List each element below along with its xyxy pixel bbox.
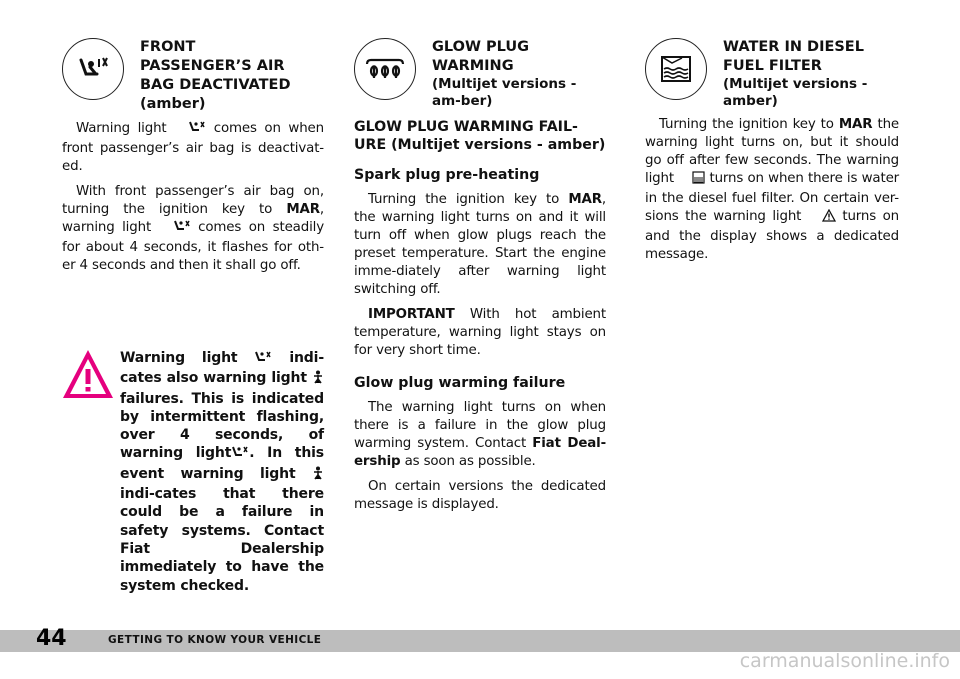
airbag-heading [140,38,324,114]
spark-plug-preheating-heading: Spark plug pre-heating [354,167,540,183]
warning-triangle-icon [808,209,836,228]
heading-line: BAG DEACTIVATED [140,77,291,93]
failure-paragraph: The warning light turns on when there is a failure in the glow plug warming system. Contact Fiat Deal-ership as soon as possible. [354,400,607,469]
water-in-fuel-icon [678,171,705,190]
safety-warning-text: Warning light indi-cates also warning light failures. This is indicated by intermittent flashing, over 4 seconds, of warning light . In this event warning light indi-cates that there could be a failure in safety systems. Contact Fiat Dealership immediately to have the system checked. [120,350,324,594]
airbag-paragraph-1: Warning light comes on when front passenger’s air bag is deactivat-ed. [62,121,324,174]
water-in-fuel-heading [723,38,899,110]
airbag-person-icon [312,466,324,485]
column-glow-plug [354,38,606,514]
passenger-airbag-off-icon [231,445,249,464]
water-in-fuel-paragraph: Turning the ignition key to MAR the warning light turns on, but it should go off after few seconds. The warning light turns on when there is water in the diesel fuel filter. On certain ver-sions the warning light turns on and the display shows a dedicated message. [645,117,900,262]
important-paragraph: IMPORTANT With hot ambient temperature, warning light stays on for very short time. [354,307,606,358]
glow-plug-fail-heading: GLOW PLUG WARMING FAIL-URE (Multijet versions - amber) [354,119,606,153]
heading-sub: (amber) [140,96,206,112]
passenger-airbag-off-icon [62,38,124,100]
heading-sub: (Multijet versions - am-ber) [432,76,577,109]
heading-line: FUEL FILTER [723,58,822,74]
column-water-in-fuel [645,38,899,264]
passenger-airbag-off-icon [254,350,272,369]
glow-plug-icon [354,38,416,100]
heading-line: GLOW PLUG [432,39,530,55]
page-number: 44 [36,626,67,651]
glow-plug-heading [432,38,606,110]
water-in-fuel-icon [645,38,707,100]
airbag-person-icon [312,370,324,389]
watermark: carmanualsonline.info [739,650,950,672]
passenger-airbag-off-icon [174,120,206,140]
heading-line: WARMING [432,58,514,74]
warning-triangle-icon [62,349,114,399]
heading-line: FRONT [140,39,196,55]
heading-line: WATER IN DIESEL [723,39,864,55]
section-title: GETTING TO KNOW YOUR VEHICLE [108,634,322,646]
preheating-paragraph: Turning the ignition key to MAR, the warning light turns on and it will turn off when glow plugs reach the preset temperature. Start the engine imme-diately after warning light switching off. [354,192,606,297]
passenger-airbag-off-icon [159,219,191,239]
heading-line: PASSENGER’S AIR [140,58,285,74]
airbag-paragraph-2: With front passenger’s air bag on, turning the ignition key to MAR, warning light comes on steadily for about 4 seconds, it flashes for oth-er 4 seconds and then it shall go off. [62,184,325,273]
column-airbag [62,38,324,595]
glow-plug-failure-heading: Glow plug warming failure [354,375,566,391]
safety-warning-box [62,349,324,595]
certain-versions-paragraph: On certain versions the dedicated message is displayed. [354,479,606,512]
heading-sub: (Multijet versions - amber) [723,76,868,109]
